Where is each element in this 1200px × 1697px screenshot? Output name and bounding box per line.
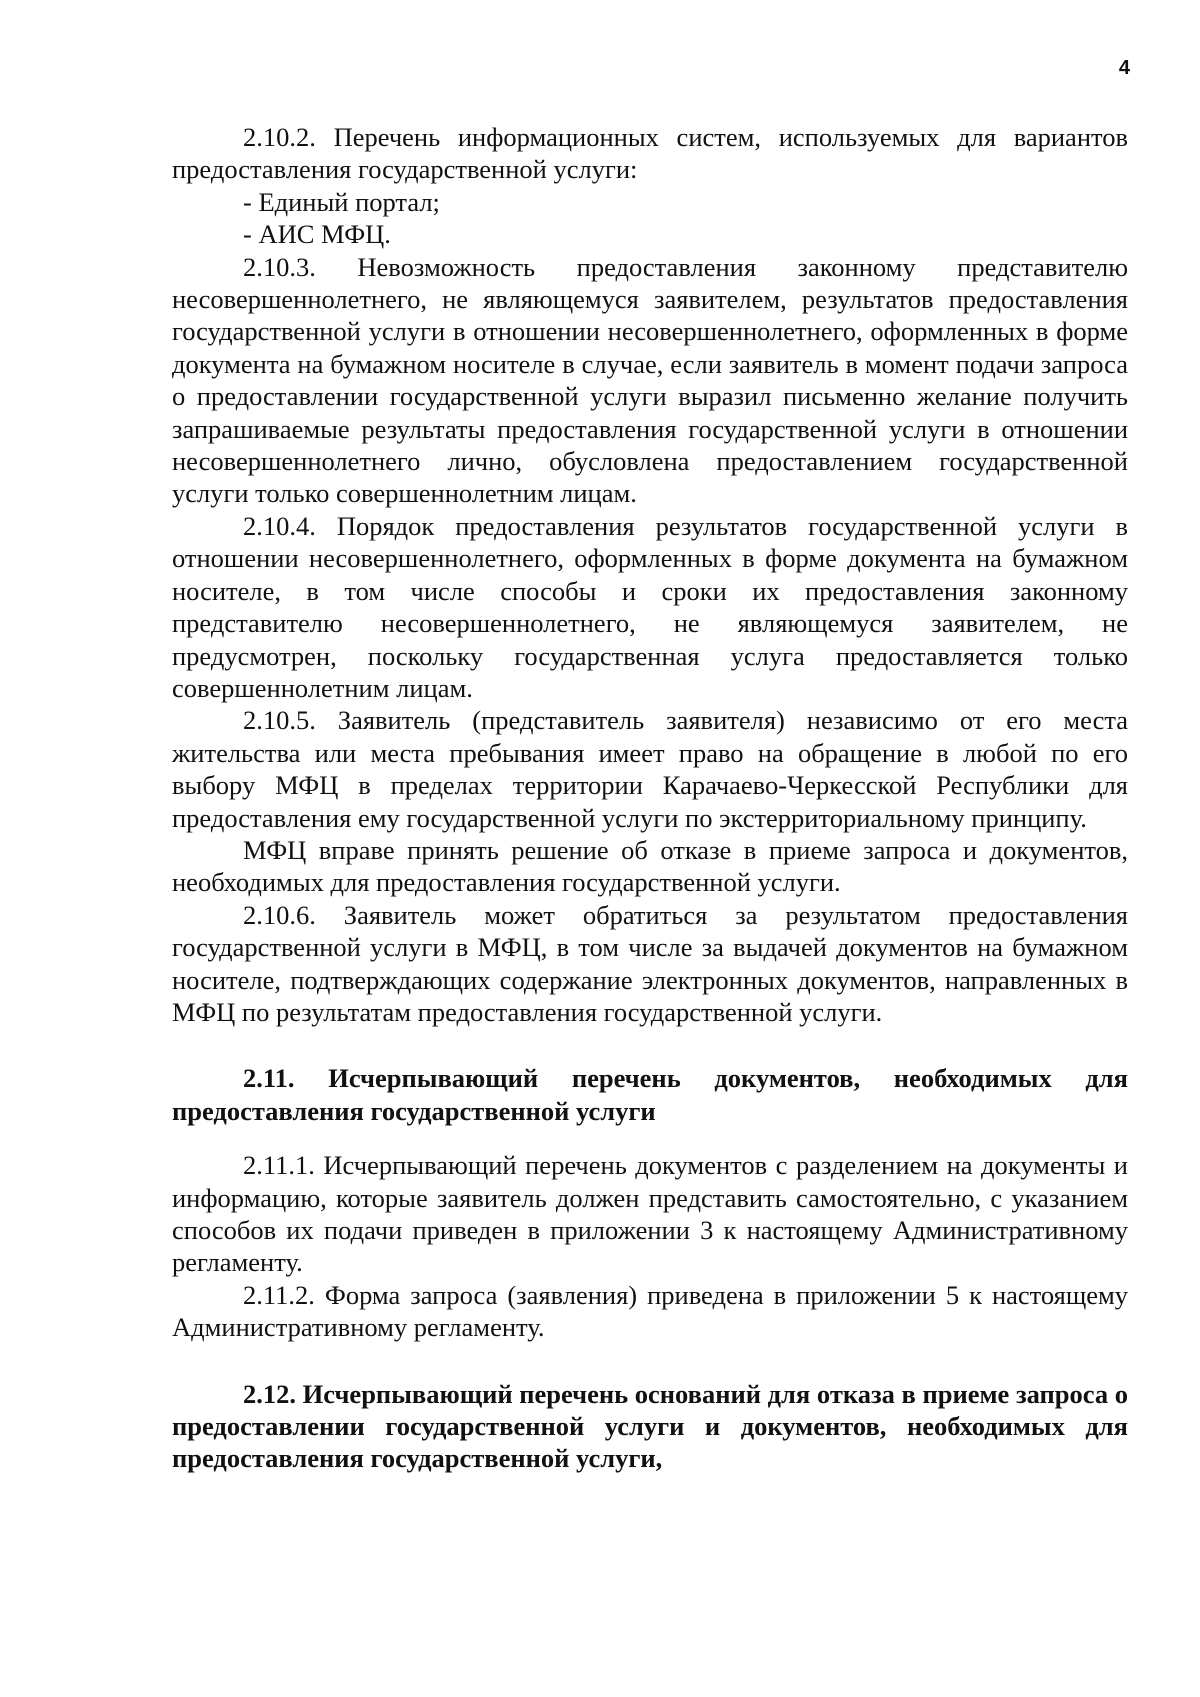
list-item-ais-mfc: - АИС МФЦ.	[243, 219, 391, 250]
section-heading-2-12: 2.12. Исчерпывающий перечень оснований для отказа в приеме запроса о предоставлении государственной услуги и документов, необходимых для предоставления государственной услуги,	[172, 1378, 1128, 1474]
paragraph-2-11-1: 2.11.1. Исчерпывающий перечень документов с разделением на документы и информацию, которые заявитель должен представить самостоятельно, с указанием способов их подачи приведен в приложении 3 к настоящему Административному регламенту.	[172, 1150, 1128, 1278]
section-heading-2-11: 2.11. Исчерпывающий перечень документов, необходимых для предоставления государственной услуги	[172, 1063, 1128, 1126]
paragraph-2-10-6: 2.10.6. Заявитель может обратиться за результатом предоставления государственной услуги в МФЦ, в том числе за выдачей документов на бумажном носителе, подтверждающих содержание электронных документов, направленных в МФЦ по результатам предоставления государственной услуги.	[172, 899, 1128, 1027]
paragraph-2-10-3: 2.10.3. Невозможность предоставления законному представителю несовершеннолетнего, не являющемуся заявителем, результатов предоставления государственной услуги в отношении несовершеннолетнего, оформленных в форме документа на бумажном носителе в случае, если заявитель в момент подачи запроса о предоставлении государственной услуги выразил письменно желание получить запрашиваемые результаты предоставления государственной услуги в отношении несовершеннолетнего лично, обусловлена предоставлением государственной услуги только совершеннолетним лицам.	[172, 251, 1128, 509]
list-item-unified-portal: - Единый портал;	[243, 186, 440, 217]
paragraph-2-11-2: 2.11.2. Форма запроса (заявления) приведена в приложении 5 к настоящему Административному регламенту.	[172, 1279, 1128, 1343]
paragraph-2-10-5: 2.10.5. Заявитель (представитель заявителя) независимо от его места жительства или места пребывания имеет право на обращение в любой по его выбору МФЦ в пределах территории Карачаево-Черкесской Республики для предоставления ему государственной услуги по экстерриториальному принципу.	[172, 705, 1128, 833]
paragraph-2-10-4: 2.10.4. Порядок предоставления результатов государственной услуги в отношении несовершеннолетнего, оформленных в форме документа на бумажном носителе, в том числе способы и сроки их предоставления законному представителю несовершеннолетнего, не являющемуся заявителем, не предусмотрен, поскольку государственная услуга предоставляется только совершеннолетним лицам.	[172, 510, 1128, 703]
paragraph-mfc-refusal: МФЦ вправе принять решение об отказе в приеме запроса и документов, необходимых для предоставления государственной услуги.	[172, 834, 1128, 898]
document-body	[172, 121, 1128, 1475]
paragraph-2-10-2: 2.10.2. Перечень информационных систем, используемых для вариантов предоставления государственной услуги:	[172, 122, 1128, 185]
page-number: 4	[1118, 57, 1130, 79]
